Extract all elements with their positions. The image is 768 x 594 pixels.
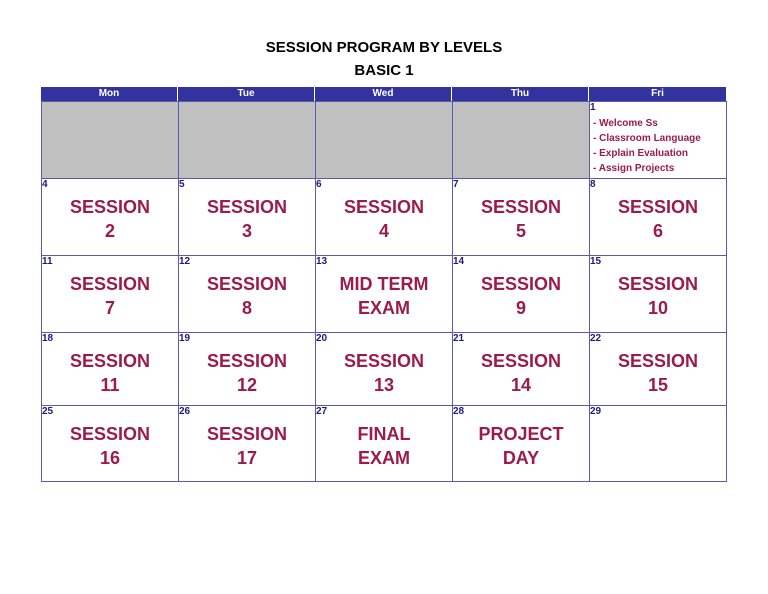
session-line: SESSION xyxy=(69,197,151,217)
session-line: 4 xyxy=(378,221,389,241)
session-line: SESSION xyxy=(343,351,425,371)
calendar-cell xyxy=(179,405,316,481)
session-label xyxy=(590,195,726,243)
session-label xyxy=(453,272,589,320)
calendar-cell xyxy=(453,255,590,332)
session-line: SESSION xyxy=(480,351,562,371)
weekday-tue: Tue xyxy=(178,87,315,101)
session-label xyxy=(42,272,178,320)
session-label xyxy=(179,272,315,320)
day-number: 8 xyxy=(590,179,596,190)
session-line: 2 xyxy=(104,221,115,241)
session-line: 14 xyxy=(510,375,532,395)
calendar-cell xyxy=(179,178,316,255)
calendar-cell xyxy=(453,332,590,405)
calendar-cell xyxy=(316,178,453,255)
session-line: SESSION xyxy=(69,274,151,294)
session-line: 12 xyxy=(236,375,258,395)
weekday-thu: Thu xyxy=(452,87,589,101)
session-label xyxy=(453,349,589,397)
session-line: FINAL xyxy=(357,424,411,444)
calendar-cell xyxy=(179,255,316,332)
session-label xyxy=(590,272,726,320)
day-number: 14 xyxy=(453,256,465,267)
day-number: 28 xyxy=(453,406,465,417)
calendar-cell xyxy=(42,332,179,405)
day-number: 11 xyxy=(42,256,53,267)
session-line: 7 xyxy=(104,298,115,318)
session-line: SESSION xyxy=(206,274,288,294)
session-label xyxy=(42,349,178,397)
session-line: SESSION xyxy=(69,424,151,444)
session-line: EXAM xyxy=(357,448,410,468)
day-number: 21 xyxy=(453,333,465,344)
session-label xyxy=(316,422,452,470)
calendar-cell xyxy=(316,405,453,481)
session-label xyxy=(590,349,726,397)
session-line: SESSION xyxy=(617,351,699,371)
calendar-cell xyxy=(179,101,316,178)
day-number: 5 xyxy=(179,179,185,190)
day-number: 25 xyxy=(42,406,54,417)
day-number: 15 xyxy=(590,256,602,267)
session-line: PROJECT xyxy=(478,424,564,444)
weekday-fri: Fri xyxy=(589,87,726,101)
calendar-cell xyxy=(42,405,179,481)
day-number: 27 xyxy=(316,406,328,417)
session-label xyxy=(179,422,315,470)
note-item: - Welcome Ss xyxy=(593,118,658,129)
note-item: - Assign Projects xyxy=(593,163,675,174)
session-line: DAY xyxy=(502,448,540,468)
calendar-cell xyxy=(453,405,590,481)
weekday-wed: Wed xyxy=(315,87,452,101)
day-number: 29 xyxy=(590,406,602,417)
session-line: 9 xyxy=(515,298,526,318)
session-line: SESSION xyxy=(617,274,699,294)
note-item: - Explain Evaluation xyxy=(593,148,689,159)
calendar-grid xyxy=(41,101,727,482)
day-notes xyxy=(593,116,701,176)
session-line: 6 xyxy=(652,221,663,241)
session-line: 16 xyxy=(99,448,121,468)
session-label xyxy=(179,195,315,243)
calendar-cell xyxy=(42,255,179,332)
session-line: 8 xyxy=(241,298,252,318)
day-number: 18 xyxy=(42,333,54,344)
calendar-cell xyxy=(453,178,590,255)
session-line: 15 xyxy=(647,375,669,395)
session-line: EXAM xyxy=(357,298,410,318)
calendar-cell xyxy=(316,255,453,332)
calendar-cell xyxy=(590,332,727,405)
calendar-cell xyxy=(590,405,727,481)
day-number: 26 xyxy=(179,406,191,417)
weekday-header xyxy=(41,87,726,101)
page-subtitle: BASIC 1 xyxy=(354,62,414,79)
session-line: SESSION xyxy=(69,351,151,371)
session-line: MID TERM xyxy=(339,274,429,294)
calendar-cell xyxy=(590,255,727,332)
session-line: 10 xyxy=(647,298,669,318)
page-title: SESSION PROGRAM BY LEVELS xyxy=(265,39,503,56)
day-number: 6 xyxy=(316,179,322,190)
session-line: 3 xyxy=(241,221,252,241)
session-line: 11 xyxy=(100,375,120,395)
day-number: 22 xyxy=(590,333,602,344)
session-label xyxy=(316,349,452,397)
day-number: 19 xyxy=(179,333,191,344)
session-line: 17 xyxy=(236,448,258,468)
note-item: - Classroom Language xyxy=(593,133,701,144)
day-number: 12 xyxy=(179,256,191,267)
day-number: 1 xyxy=(590,102,596,113)
calendar-cell xyxy=(590,101,727,178)
day-number: 4 xyxy=(42,179,48,190)
session-label xyxy=(42,195,178,243)
session-label xyxy=(453,422,589,470)
session-line: SESSION xyxy=(343,197,425,217)
calendar-cell xyxy=(453,101,590,178)
calendar-cell xyxy=(179,332,316,405)
session-label xyxy=(179,349,315,397)
calendar-cell xyxy=(590,178,727,255)
session-line: 5 xyxy=(515,221,526,241)
session-line: 13 xyxy=(373,375,395,395)
session-label xyxy=(316,195,452,243)
calendar-cell xyxy=(42,101,179,178)
session-line: SESSION xyxy=(480,274,562,294)
session-line: SESSION xyxy=(617,197,699,217)
weekday-mon: Mon xyxy=(41,87,178,101)
day-number: 20 xyxy=(316,333,328,344)
session-line: SESSION xyxy=(206,424,288,444)
calendar-cell xyxy=(42,178,179,255)
calendar-cell xyxy=(316,101,453,178)
calendar-cell xyxy=(316,332,453,405)
day-number: 7 xyxy=(453,179,459,190)
session-label xyxy=(453,195,589,243)
session-label xyxy=(42,422,178,470)
day-number: 13 xyxy=(316,256,328,267)
session-line: SESSION xyxy=(206,351,288,371)
session-label xyxy=(316,272,452,320)
session-line: SESSION xyxy=(480,197,562,217)
calendar xyxy=(41,87,726,481)
session-line: SESSION xyxy=(206,197,288,217)
